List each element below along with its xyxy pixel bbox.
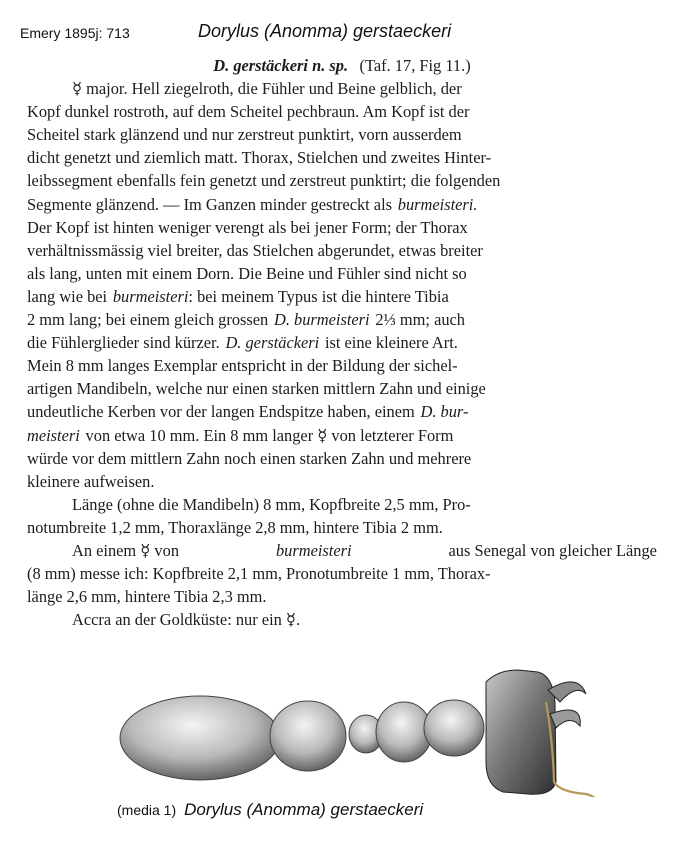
italic-taxon: burmeisteri: [112, 286, 189, 306]
italic-taxon: D. gerstäckeri: [225, 333, 320, 353]
heading-taxon: D. gerstäckeri n. sp.: [213, 56, 349, 75]
text-line: [27, 331, 657, 354]
ant-specimen-illustration: [108, 662, 608, 797]
text-segment: An einem ☿ von: [72, 540, 180, 560]
text-line: [27, 400, 657, 423]
text-line: Kopf dunkel rostroth, auf dem Scheitel pechbraun. Am Kopf ist der: [27, 102, 470, 122]
text-segment: : bei meinem Typus ist die hintere Tibia: [188, 286, 449, 306]
taxon-title: Dorylus (Anomma) gerstaeckeri: [198, 21, 452, 41]
abdomen-segment: [270, 701, 346, 771]
figure-caption: [117, 800, 423, 820]
text-line: Der Kopf ist hinten weniger verengt als bei jener Form; der Thorax: [27, 217, 468, 237]
text-segment: ist eine kleinere Art.: [324, 333, 458, 353]
comparison-line: (8 mm) messe ich: Kopfbreite 2,1 mm, Pronotumbreite 1 mm, Thorax-: [27, 564, 491, 584]
locality-line: Accra an der Goldküste: nur ein ☿.: [72, 610, 301, 630]
text-line: [27, 193, 657, 216]
caption-label: (media 1): [117, 802, 177, 818]
citation-label: Emery 1895j: 713: [20, 25, 130, 41]
comparison-line: [27, 539, 657, 562]
species-heading: [27, 54, 657, 77]
caption-title: Dorylus (Anomma) gerstaeckeri: [184, 800, 424, 819]
text-line: verhältnissmässig viel breiter, das Stielchen abgerundet, etwas breiter: [27, 240, 483, 260]
heading-reference: (Taf. 17, Fig 11.): [359, 56, 471, 75]
text-segment: Segmente glänzend. — Im Ganzen minder gestreckt als: [27, 194, 393, 214]
text-line: artigen Mandibeln, welche nur einen starken mittlern Zahn und einige: [27, 379, 486, 399]
text-line: Scheitel stark glänzend und nur zerstreut punktirt, vorn ausserdem: [27, 125, 462, 145]
italic-taxon: burmeisteri: [275, 540, 352, 560]
text-segment: von etwa 10 mm. Ein 8 mm langer ☿ von letzterer Form: [85, 425, 454, 445]
gaster-segment: [120, 696, 280, 780]
text-segment: die Fühlerglieder sind kürzer.: [27, 333, 220, 353]
italic-taxon: burmeisteri.: [397, 194, 478, 214]
text-line: als lang, unten mit einem Dorn. Die Beine und Fühler sind nicht so: [27, 263, 467, 283]
head-capsule: [486, 670, 556, 794]
text-line: würde vor dem mittlern Zahn noch einen starken Zahn und mehrere: [27, 448, 472, 468]
measurement-line: Länge (ohne die Mandibeln) 8 mm, Kopfbreite 2,5 mm, Pro-: [72, 494, 471, 514]
text-line: dicht genetzt und ziemlich matt. Thorax, Stielchen und zweites Hinter-: [27, 148, 492, 168]
italic-taxon: meisteri: [27, 425, 80, 445]
comparison-line: länge 2,6 mm, hintere Tibia 2,3 mm.: [27, 587, 267, 607]
italic-taxon: D. burmeisteri: [273, 310, 370, 330]
description-text: [27, 54, 657, 631]
text-line: [27, 424, 657, 447]
text-line: ☿ major. Hell ziegelroth, die Fühler und Beine gelblich, der: [72, 79, 462, 99]
measurement-line: notumbreite 1,2 mm, Thoraxlänge 2,8 mm, hintere Tibia 2 mm.: [27, 517, 443, 537]
text-segment: 2 mm lang; bei einem gleich grossen: [27, 310, 269, 330]
italic-taxon: D. bur-: [420, 402, 469, 422]
text-segment: undeutliche Kerben vor der langen Endspitze haben, einem: [27, 402, 415, 422]
text-segment: 2⅓ mm; auch: [375, 310, 466, 330]
thorax-segment: [376, 700, 484, 762]
text-segment: lang wie bei: [27, 286, 108, 306]
text-line: Mein 8 mm langes Exemplar entspricht in der Bildung der sichel-: [27, 356, 458, 376]
text-line: [27, 285, 657, 308]
text-line: [27, 308, 657, 331]
text-line: kleinere aufweisen.: [27, 471, 155, 491]
text-line: leibssegment ebenfalls fein genetzt und zerstreut punktirt; die folgenden: [27, 171, 501, 191]
text-segment: aus Senegal von gleicher Länge: [448, 540, 657, 560]
